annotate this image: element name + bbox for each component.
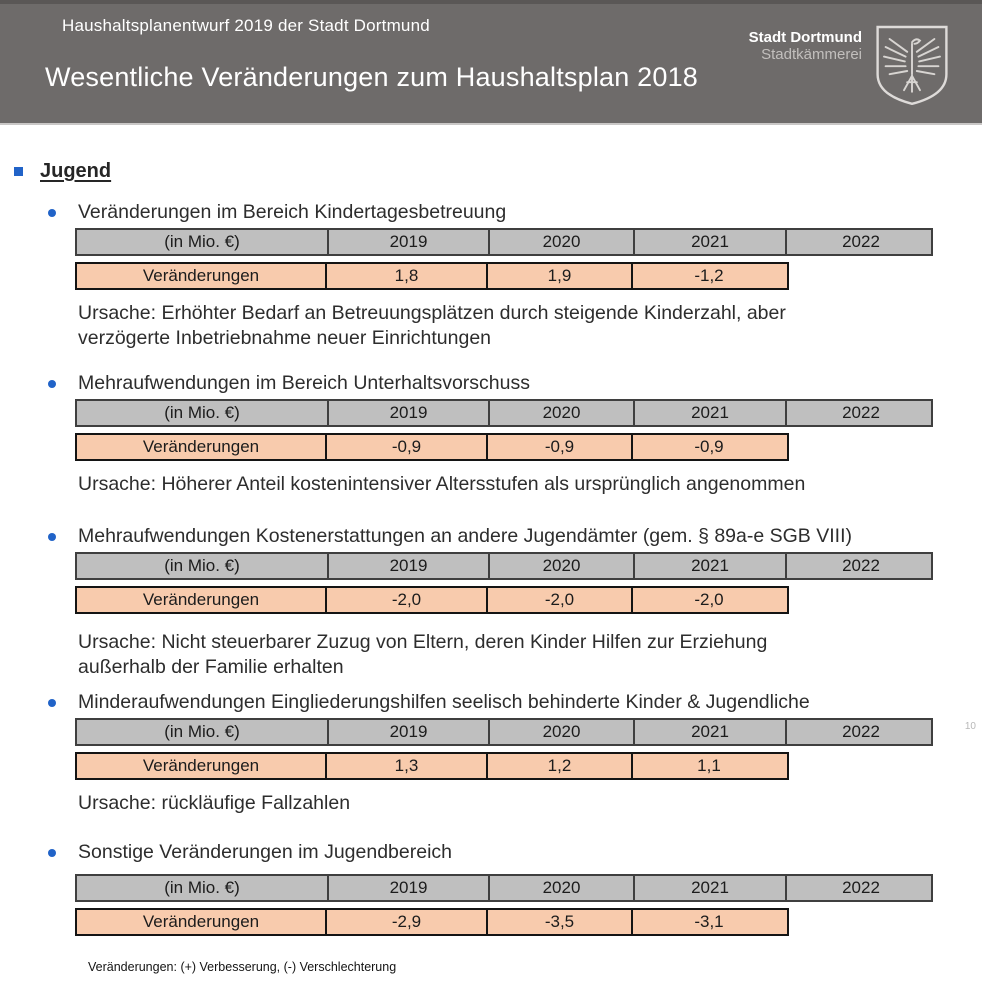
dortmund-eagle-crest-icon [872,23,952,107]
column-header: (in Mio. €) [77,554,329,578]
ursache-text [78,301,982,351]
column-header: (in Mio. €) [77,230,329,254]
column-header: 2020 [490,230,635,254]
section-label: Sonstige Veränderungen im Jugendbereich [78,841,453,863]
column-header: 2022 [842,232,880,251]
table-data-row [75,262,789,290]
column-header: 2019 [329,720,490,744]
value-cell: -3,5 [488,910,633,934]
section-eingliederungshilfen [0,690,982,816]
value-cell: 1,2 [488,754,633,778]
column-header: 2019 [329,876,490,900]
header-kicker: Haushaltsplanentwurf 2019 der Stadt Dortmund [62,16,430,35]
bullet-row [48,371,982,396]
dot-bullet-icon [48,533,56,541]
table-header-row [75,552,933,580]
ursache-text [78,630,982,680]
table-header-row [75,228,933,256]
table [75,399,982,461]
table-header-row [75,874,933,902]
bullet-row [48,200,982,225]
column-header: 2022 [842,556,880,575]
column-header: 2022 [842,722,880,741]
org-name: Stadt Dortmund [748,29,862,46]
section-heading-row [14,160,111,183]
square-bullet-icon [14,167,23,176]
section-kostenerstattungen [0,524,982,680]
column-header: 2021 [635,876,787,900]
ursache-line: außerhalb der Familie erhalten [78,656,344,678]
bullet-row [48,690,982,715]
column-header: 2019 [329,554,490,578]
column-header: (in Mio. €) [77,720,329,744]
column-header: 2021 [635,554,787,578]
org-subname: Stadtkämmerei [761,45,862,63]
column-header: 2020 [490,876,635,900]
column-header: 2021 [635,720,787,744]
column-header: 2019 [329,401,490,425]
row-label: Veränderungen [77,754,327,778]
column-header: 2021 [635,230,787,254]
value-cell: -0,9 [694,437,724,456]
column-header: 2020 [490,554,635,578]
column-header: 2020 [490,401,635,425]
ursache-text [78,791,982,816]
ursache-line: Ursache: Höherer Anteil kostenintensiver Altersstufen als ursprünglich angenommen [78,473,806,495]
value-cell: -1,2 [694,266,724,285]
dot-bullet-icon [48,699,56,707]
value-cell: 1,8 [327,264,488,288]
table [75,718,982,780]
row-label: Veränderungen [77,588,327,612]
table-data-row [75,752,789,780]
org-block [749,30,862,63]
column-header: (in Mio. €) [77,401,329,425]
value-cell: -2,0 [327,588,488,612]
value-cell: -0,9 [327,435,488,459]
column-header: 2020 [490,720,635,744]
column-header: 2019 [329,230,490,254]
section-unterhaltsvorschuss [0,371,982,497]
column-header: 2022 [842,878,880,897]
ursache-line: Ursache: rückläufige Fallzahlen [78,792,351,814]
table-header-row [75,399,933,427]
table-data-row [75,908,789,936]
section-sonstige [0,840,982,936]
row-label: Veränderungen [77,264,327,288]
table-header-row [75,718,933,746]
row-label: Veränderungen [77,910,327,934]
column-header: 2021 [635,401,787,425]
value-cell: 1,3 [327,754,488,778]
column-header: (in Mio. €) [77,876,329,900]
section-heading: Jugend [40,160,112,182]
value-cell: 1,9 [488,264,633,288]
value-cell: -0,9 [488,435,633,459]
section-label: Veränderungen im Bereich Kindertagesbetreuung [78,201,507,223]
slide-header [0,0,982,125]
table [75,552,982,614]
value-cell: -2,0 [488,588,633,612]
value-cell: -2,0 [694,590,724,609]
table-data-row [75,586,789,614]
table [75,228,982,290]
value-cell: -3,1 [694,912,724,931]
section-kindertagesbetreuung [0,200,982,351]
dot-bullet-icon [48,209,56,217]
ursache-text [78,472,982,497]
table [75,874,982,936]
column-header: 2022 [842,403,880,422]
dot-bullet-icon [48,380,56,388]
row-label: Veränderungen [77,435,327,459]
bullet-row [48,524,982,549]
section-label: Mehraufwendungen Kostenerstattungen an andere Jugendämter (gem. § 89a-e SGB VIII) [78,525,852,547]
table-data-row [75,433,789,461]
ursache-line: verzögerte Inbetriebnahme neuer Einrichtungen [78,327,492,349]
section-label: Mehraufwendungen im Bereich Unterhaltsvorschuss [78,372,530,394]
value-cell: -2,9 [327,910,488,934]
dot-bullet-icon [48,849,56,857]
bullet-row [48,840,982,865]
footnote: Veränderungen: (+) Verbesserung, (-) Verschlechterung [88,960,397,974]
page-title: Wesentliche Veränderungen zum Haushaltsplan 2018 [45,62,699,92]
ursache-line: Ursache: Erhöhter Bedarf an Betreuungsplätzen durch steigende Kinderzahl, aber [78,302,786,324]
section-label: Minderaufwendungen Eingliederungshilfen seelisch behinderte Kinder & Jugendliche [78,691,810,713]
page-number: 10 [964,721,976,732]
ursache-line: Ursache: Nicht steuerbarer Zuzug von Eltern, deren Kinder Hilfen zur Erziehung [78,631,768,653]
value-cell: 1,1 [697,756,721,775]
